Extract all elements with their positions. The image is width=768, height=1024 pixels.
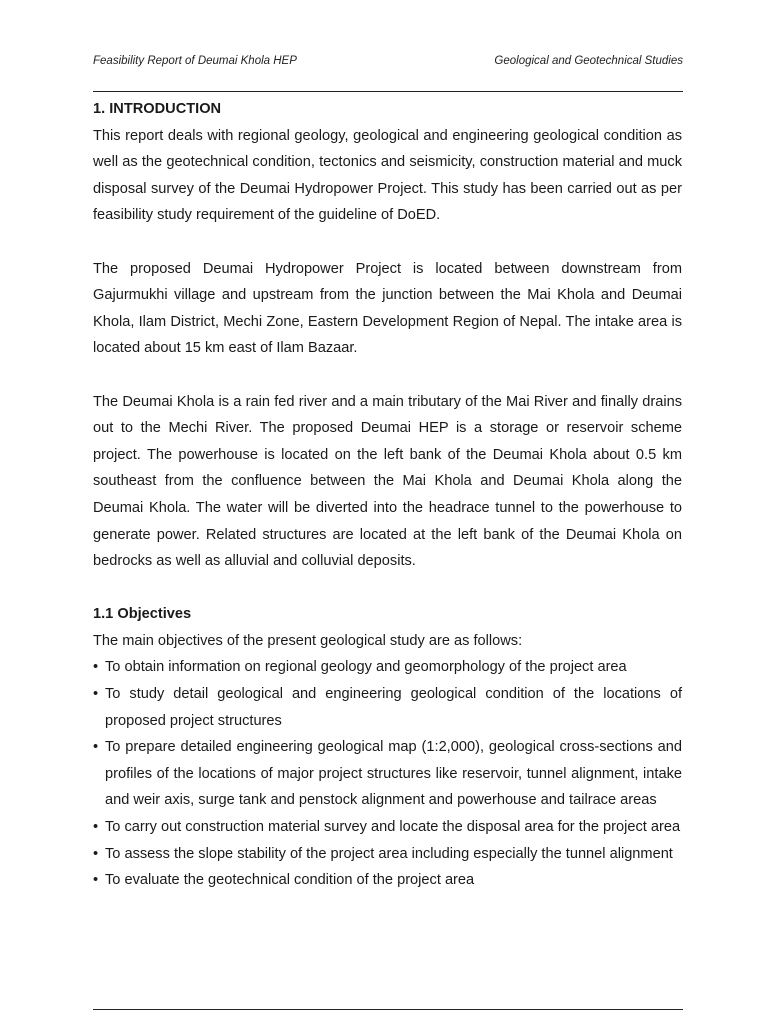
header-divider [93, 91, 683, 92]
list-item: • To carry out construction material survey and locate the disposal area for the project area [93, 814, 682, 841]
list-item: • To prepare detailed engineering geological map (1:2,000), geological cross-sections and profiles of the locations of major project structures like reservoir, tunnel alignment, intake and weir axis, surge tank and penstock alignment and powerhouse and tailrace areas [93, 734, 682, 814]
list-item: • To study detail geological and engineering geological condition of the locations of proposed project structures [93, 681, 682, 734]
document-body [93, 96, 682, 894]
paragraph: This report deals with regional geology, geological and engineering geological condition as well as the geotechnical condition, tectonics and seismicity, construction material and muck disposal survey of the Deumai Hydropower Project. This study has been carried out as per feasibility study requirement of the guideline of DoED. [93, 127, 682, 224]
list-item: • To assess the slope stability of the project area including especially the tunnel alignment [93, 841, 682, 868]
footer-divider [93, 1009, 683, 1010]
header-chapter-title: Geological and Geotechnical Studies [494, 55, 683, 67]
subsection-heading: 1.1 Objectives [93, 606, 192, 623]
objectives-list [93, 654, 682, 893]
paragraph: The Deumai Khola is a rain fed river and a main tributary of the Mai River and finally drains out to the Mechi River. The proposed Deumai HEP is a storage or reservoir scheme project. The powerhouse is located on the left bank of the Deumai Khola about 0.5 km southeast from the confluence between the Mai Khola and Deumai Khola along the Deumai Khola. The water will be diverted into the headrace tunnel to the powerhouse to generate power. Related structures are located at the left bank of the Deumai Khola on bedrocks as well as alluvial and colluvial deposits. [93, 393, 682, 570]
paragraph: The proposed Deumai Hydropower Project is located between downstream from Gajurmukhi village and upstream from the junction between the Mai Khola and Deumai Khola, Ilam District, Mechi Zone, Eastern Development Region of Nepal. The intake area is located about 15 km east of Ilam Bazaar. [93, 260, 682, 357]
page-header [93, 55, 683, 67]
header-report-title: Feasibility Report of Deumai Khola HEP [93, 55, 297, 67]
list-item: • To evaluate the geotechnical condition of the project area [93, 867, 682, 894]
objectives-intro: The main objectives of the present geological study are as follows: [93, 632, 523, 649]
section-heading: 1. INTRODUCTION [93, 101, 222, 117]
list-item: • To obtain information on regional geology and geomorphology of the project area [93, 654, 682, 681]
